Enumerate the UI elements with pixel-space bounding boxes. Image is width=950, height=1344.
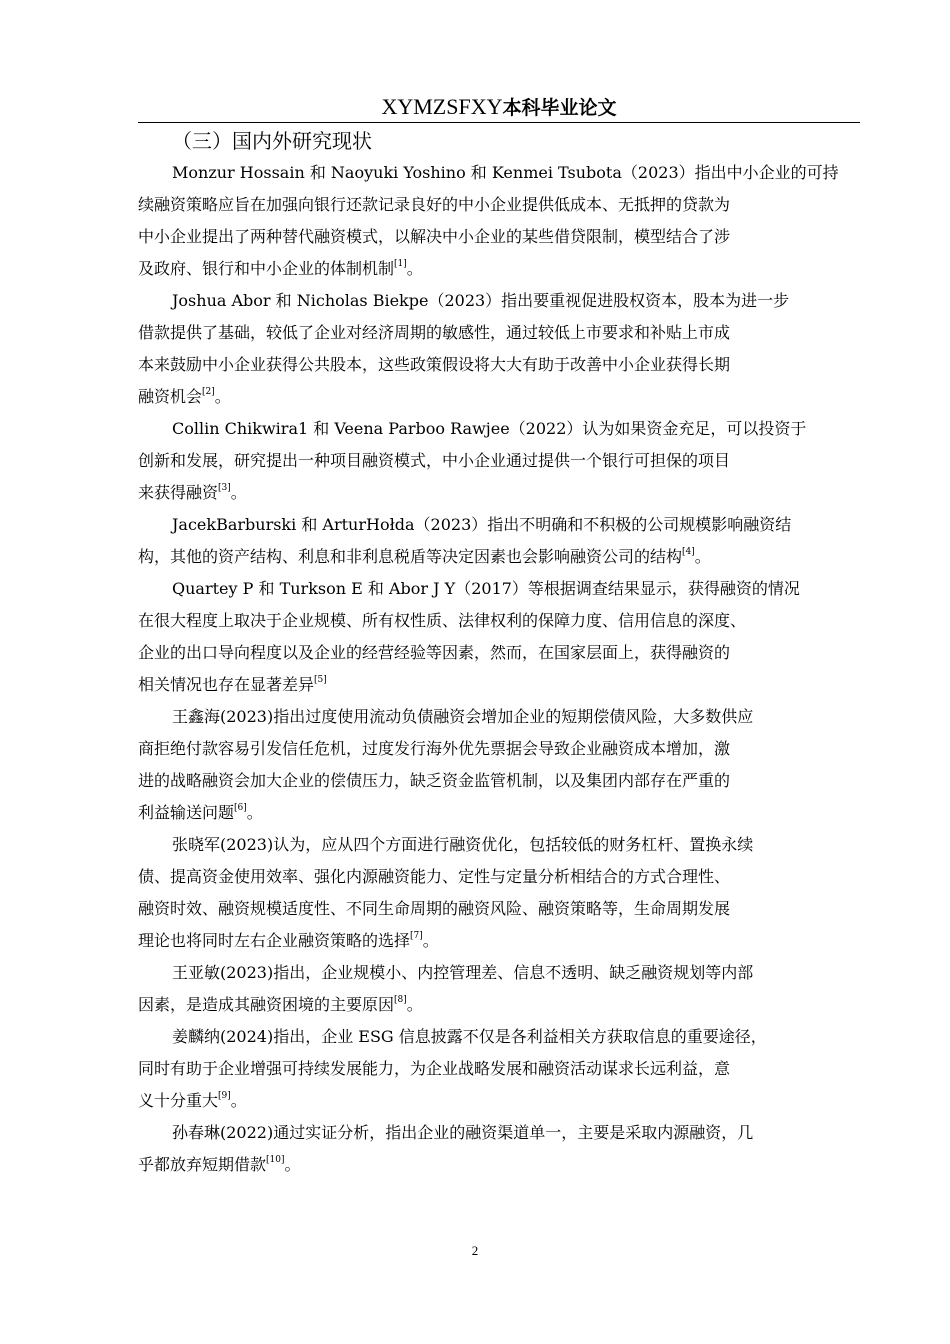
line-end: 。 <box>406 259 423 278</box>
citation-ref: [1] <box>394 259 407 269</box>
line-end: 。 <box>284 1155 301 1174</box>
line-text: 利益输送问题 <box>138 803 235 822</box>
page-header <box>138 92 860 123</box>
paragraph <box>138 573 860 701</box>
text-line <box>138 381 860 413</box>
text-line: 王亚敏(2023)指出，企业规模小、内控管理差、信息不透明、缺乏融资规划等内部 <box>172 963 754 982</box>
section-heading: （三）国内外研究现状 <box>172 129 372 153</box>
text-line <box>138 1085 860 1117</box>
line-text: 来获得融资 <box>138 483 219 502</box>
paragraph <box>138 1117 860 1181</box>
line-text: 融资机会 <box>138 387 203 406</box>
paragraph <box>138 285 860 413</box>
text-line: 王鑫海(2023)指出过度使用流动负债融资会增加企业的短期偿债风险，大多数供应 <box>172 707 754 726</box>
text-line: 债、提高资金使用效率、强化内源融资能力、定性与定量分析相结合的方式合理性、 <box>138 867 731 886</box>
line-text: 乎都放弃短期借款 <box>138 1155 267 1174</box>
text-line <box>138 669 860 701</box>
text-line: Quartey P 和 Turkson E 和 Abor J Y（2017）等根据调查结果显示，获得融资的情况 <box>172 579 800 598</box>
line-text: 理论也将同时左右企业融资策略的选择 <box>138 931 411 950</box>
text-line: 商拒绝付款容易引发信任危机，过度发行海外优先票据会导致企业融资成本增加，激 <box>138 739 731 758</box>
text-line <box>138 989 860 1021</box>
text-line: 续融资策略应旨在加强向银行还款记录良好的中小企业提供低成本、无抵押的贷款为 <box>138 195 731 214</box>
line-end: 。 <box>406 995 423 1014</box>
paragraph <box>138 701 860 829</box>
text-line <box>138 541 860 573</box>
header-latin-title: XYMZSFXY <box>381 94 503 119</box>
text-line: Monzur Hossain 和 Naoyuki Yoshino 和 Kenmei Tsubota（2023）指出中小企业的可持 <box>172 163 839 182</box>
body-text <box>138 157 860 1181</box>
text-line: Joshua Abor 和 Nicholas Biekpe（2023）指出要重视促进股权资本，股本为进一步 <box>172 291 790 310</box>
text-line: 借款提供了基础，较低了企业对经济周期的敏感性，通过较低上市要求和补贴上市成 <box>138 323 731 342</box>
paragraph <box>138 957 860 1021</box>
text-line: 孙春琳(2022)通过实证分析，指出企业的融资渠道单一，主要是采取内源融资，几 <box>172 1123 754 1142</box>
citation-ref: [5] <box>314 675 327 685</box>
citation-ref: [8] <box>394 995 407 1005</box>
citation-ref: [10] <box>266 1155 285 1165</box>
text-line: 融资时效、融资规模适度性、不同生命周期的融资风险、融资策略等，生命周期发展 <box>138 899 731 918</box>
citation-ref: [3] <box>218 483 231 493</box>
line-text: 相关情况也存在显著差异 <box>138 675 315 694</box>
text-line: 进的战略融资会加大企业的偿债压力，缺乏资金监管机制，以及集团内部存在严重的 <box>138 771 731 790</box>
header-chinese-title: 本科毕业论文 <box>502 97 617 119</box>
paragraph <box>138 1021 860 1117</box>
paragraph <box>138 509 860 573</box>
paragraph <box>138 829 860 957</box>
citation-ref: [4] <box>682 547 695 557</box>
line-end: 。 <box>246 803 263 822</box>
text-line <box>138 477 860 509</box>
line-text: 义十分重大 <box>138 1091 219 1110</box>
paragraph <box>138 413 860 509</box>
text-line <box>138 797 860 829</box>
text-line: 张晓军(2023)认为，应从四个方面进行融资优化，包括较低的财务杠杆、置换永续 <box>172 835 754 854</box>
text-line: 姜麟纳(2024)指出，企业 ESG 信息披露不仅是各利益相关方获取信息的重要途径， <box>172 1027 767 1046</box>
line-end: 。 <box>422 931 439 950</box>
page-number: 2 <box>471 1243 479 1258</box>
text-line: 本来鼓励中小企业获得公共股本，这些政策假设将大大有助于改善中小企业获得长期 <box>138 355 731 374</box>
line-end: 。 <box>214 387 231 406</box>
paragraph <box>138 157 860 285</box>
line-text: 构，其他的资产结构、利息和非利息税盾等决定因素也会影响融资公司的结构 <box>138 547 683 566</box>
text-line: 同时有助于企业增强可持续发展能力，为企业战略发展和融资活动谋求长远利益，意 <box>138 1059 731 1078</box>
citation-ref: [6] <box>234 803 247 813</box>
line-text: 因素，是造成其融资困境的主要原因 <box>138 995 395 1014</box>
text-line: 中小企业提出了两种替代融资模式，以解决中小企业的某些借贷限制，模型结合了涉 <box>138 227 731 246</box>
text-line: 在很大程度上取决于企业规模、所有权性质、法律权利的保障力度、信用信息的深度、 <box>138 611 747 630</box>
text-line <box>138 925 860 957</box>
citation-ref: [9] <box>218 1091 231 1101</box>
line-end: 。 <box>694 547 711 566</box>
text-line <box>138 253 860 285</box>
text-line: JacekBarburski 和 ArturHołda（2023）指出不明确和不积极的公司规模影响融资结 <box>172 515 792 534</box>
line-end: 。 <box>230 483 247 502</box>
text-line: Collin Chikwira1 和 Veena Parboo Rawjee（2022）认为如果资金充足，可以投资于 <box>172 419 807 438</box>
text-line: 创新和发展，研究提出一种项目融资模式，中小企业通过提供一个银行可担保的项目 <box>138 451 731 470</box>
text-line <box>138 1149 860 1181</box>
citation-ref: [2] <box>202 387 215 397</box>
line-text: 及政府、银行和中小企业的体制机制 <box>138 259 395 278</box>
line-end: 。 <box>230 1091 247 1110</box>
citation-ref: [7] <box>410 931 423 941</box>
text-line: 企业的出口导向程度以及企业的经营经验等因素，然而，在国家层面上，获得融资的 <box>138 643 731 662</box>
